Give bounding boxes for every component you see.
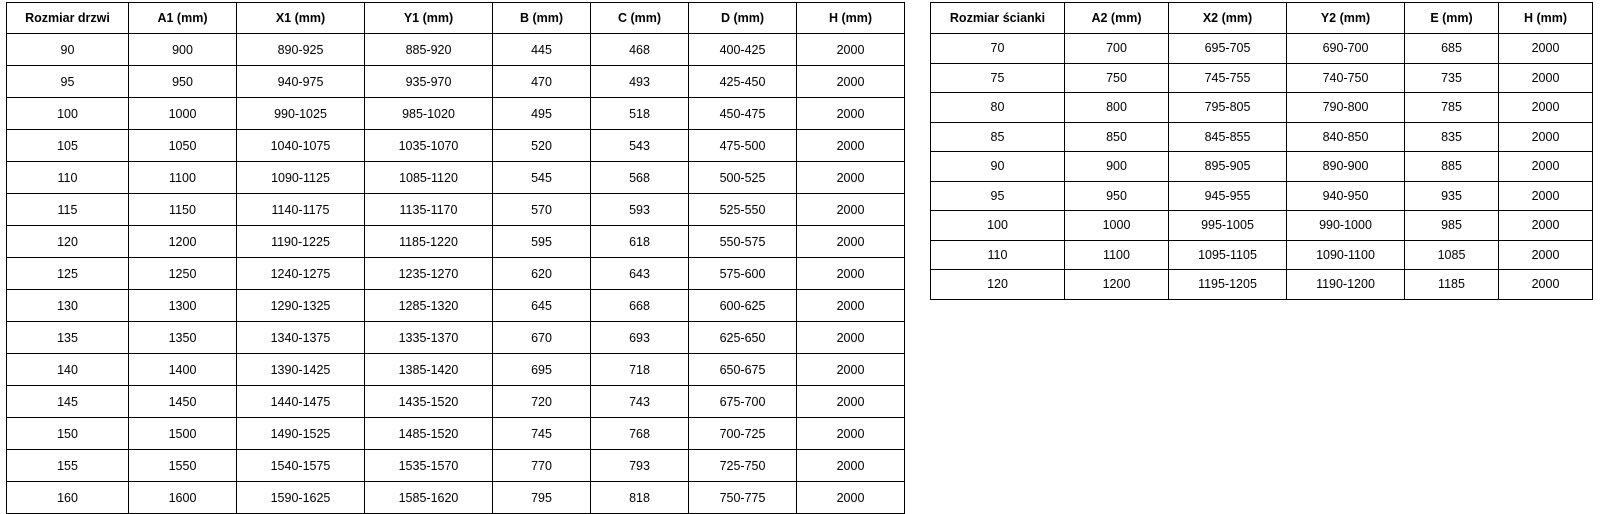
table-cell: 745-755	[1169, 63, 1287, 93]
table-cell: 135	[7, 322, 129, 354]
table-row	[7, 322, 905, 354]
table-cell: 2000	[797, 386, 905, 418]
table-cell: 1600	[129, 482, 237, 514]
table-cell: 890-925	[237, 34, 365, 66]
table-row	[931, 270, 1593, 300]
table-cell: 693	[591, 322, 689, 354]
table-cell: 695	[493, 354, 591, 386]
walls-dimensions-table-container	[930, 2, 1593, 300]
table-cell: 985	[1405, 211, 1499, 241]
table-cell: 945-955	[1169, 181, 1287, 211]
column-header: Y1 (mm)	[365, 3, 493, 34]
table-cell: 1090-1100	[1287, 240, 1405, 270]
column-header: A2 (mm)	[1065, 3, 1169, 34]
table-row	[7, 98, 905, 130]
table-cell: 2000	[797, 450, 905, 482]
table-cell: 90	[931, 152, 1065, 182]
table-cell: 495	[493, 98, 591, 130]
table-cell: 1490-1525	[237, 418, 365, 450]
table-cell: 2000	[1499, 181, 1593, 211]
table-cell: 793	[591, 450, 689, 482]
table-cell: 1000	[1065, 211, 1169, 241]
table-row	[931, 211, 1593, 241]
table-cell: 450-475	[689, 98, 797, 130]
table-row	[7, 354, 905, 386]
table-cell: 1100	[129, 162, 237, 194]
table-cell: 100	[7, 98, 129, 130]
walls-dimensions-table	[930, 2, 1593, 300]
table-row	[7, 162, 905, 194]
column-header: Rozmiar ścianki	[931, 3, 1065, 34]
table-cell: 845-855	[1169, 122, 1287, 152]
table-cell: 85	[931, 122, 1065, 152]
table-cell: 145	[7, 386, 129, 418]
table-cell: 2000	[797, 482, 905, 514]
table-cell: 1285-1320	[365, 290, 493, 322]
table-cell: 1290-1325	[237, 290, 365, 322]
table-cell: 1090-1125	[237, 162, 365, 194]
table-cell: 795	[493, 482, 591, 514]
table-cell: 645	[493, 290, 591, 322]
table-cell: 725-750	[689, 450, 797, 482]
table-cell: 625-650	[689, 322, 797, 354]
table-cell: 935-970	[365, 66, 493, 98]
table-cell: 2000	[797, 418, 905, 450]
table-cell: 685	[1405, 34, 1499, 64]
table-row	[7, 226, 905, 258]
table-row	[7, 418, 905, 450]
table-cell: 2000	[797, 290, 905, 322]
column-header: Rozmiar drzwi	[7, 3, 129, 34]
column-header: C (mm)	[591, 3, 689, 34]
table-cell: 1140-1175	[237, 194, 365, 226]
table-cell: 2000	[1499, 93, 1593, 123]
table-cell: 1050	[129, 130, 237, 162]
table-cell: 1350	[129, 322, 237, 354]
table-cell: 1585-1620	[365, 482, 493, 514]
table-cell: 940-950	[1287, 181, 1405, 211]
column-header: E (mm)	[1405, 3, 1499, 34]
table-cell: 800	[1065, 93, 1169, 123]
table-cell: 2000	[1499, 152, 1593, 182]
table-cell: 935	[1405, 181, 1499, 211]
table-cell: 70	[931, 34, 1065, 64]
table-row	[931, 152, 1593, 182]
table-cell: 1440-1475	[237, 386, 365, 418]
table-cell: 2000	[1499, 63, 1593, 93]
table-cell: 895-905	[1169, 152, 1287, 182]
table-cell: 545	[493, 162, 591, 194]
table-cell: 950	[1065, 181, 1169, 211]
table-row	[931, 181, 1593, 211]
table-cell: 1000	[129, 98, 237, 130]
table-row	[7, 66, 905, 98]
table-cell: 2000	[1499, 122, 1593, 152]
table-cell: 1195-1205	[1169, 270, 1287, 300]
table-row	[7, 290, 905, 322]
table-cell: 493	[591, 66, 689, 98]
table-cell: 1150	[129, 194, 237, 226]
column-header: B (mm)	[493, 3, 591, 34]
table-cell: 1535-1570	[365, 450, 493, 482]
table-cell: 743	[591, 386, 689, 418]
table-cell: 105	[7, 130, 129, 162]
table-cell: 890-900	[1287, 152, 1405, 182]
table-cell: 668	[591, 290, 689, 322]
table-cell: 1085-1120	[365, 162, 493, 194]
column-header: A1 (mm)	[129, 3, 237, 34]
table-row	[7, 130, 905, 162]
table-cell: 1135-1170	[365, 194, 493, 226]
table-cell: 2000	[797, 226, 905, 258]
table-cell: 675-700	[689, 386, 797, 418]
table-cell: 1200	[1065, 270, 1169, 300]
table-cell: 835	[1405, 122, 1499, 152]
table-cell: 1590-1625	[237, 482, 365, 514]
table-cell: 840-850	[1287, 122, 1405, 152]
table-cell: 2000	[797, 162, 905, 194]
table-cell: 670	[493, 322, 591, 354]
table-row	[931, 93, 1593, 123]
table-cell: 770	[493, 450, 591, 482]
table-cell: 990-1025	[237, 98, 365, 130]
table-cell: 110	[931, 240, 1065, 270]
table-row	[7, 482, 905, 514]
table-cell: 2000	[797, 194, 905, 226]
table-cell: 568	[591, 162, 689, 194]
table-cell: 718	[591, 354, 689, 386]
table-cell: 1540-1575	[237, 450, 365, 482]
table-header-row	[7, 3, 905, 34]
table-cell: 550-575	[689, 226, 797, 258]
table-cell: 595	[493, 226, 591, 258]
table-cell: 990-1000	[1287, 211, 1405, 241]
table-cell: 1240-1275	[237, 258, 365, 290]
table-cell: 995-1005	[1169, 211, 1287, 241]
table-cell: 1300	[129, 290, 237, 322]
table-cell: 500-525	[689, 162, 797, 194]
table-cell: 425-450	[689, 66, 797, 98]
table-cell: 690-700	[1287, 34, 1405, 64]
table-cell: 2000	[1499, 211, 1593, 241]
table-cell: 130	[7, 290, 129, 322]
table-cell: 1450	[129, 386, 237, 418]
table-cell: 1190-1200	[1287, 270, 1405, 300]
table-cell: 140	[7, 354, 129, 386]
table-cell: 2000	[1499, 270, 1593, 300]
table-row	[7, 194, 905, 226]
table-cell: 850	[1065, 122, 1169, 152]
table-cell: 2000	[797, 66, 905, 98]
table-cell: 1040-1075	[237, 130, 365, 162]
table-cell: 120	[931, 270, 1065, 300]
table-row	[931, 122, 1593, 152]
table-cell: 2000	[797, 34, 905, 66]
table-cell: 80	[931, 93, 1065, 123]
table-cell: 885-920	[365, 34, 493, 66]
table-cell: 1185	[1405, 270, 1499, 300]
table-cell: 110	[7, 162, 129, 194]
table-cell: 95	[7, 66, 129, 98]
table-row	[7, 386, 905, 418]
table-cell: 745	[493, 418, 591, 450]
table-cell: 445	[493, 34, 591, 66]
table-cell: 900	[129, 34, 237, 66]
table-cell: 790-800	[1287, 93, 1405, 123]
table-cell: 618	[591, 226, 689, 258]
table-cell: 2000	[797, 130, 905, 162]
table-cell: 100	[931, 211, 1065, 241]
table-cell: 2000	[797, 322, 905, 354]
table-cell: 643	[591, 258, 689, 290]
table-cell: 75	[931, 63, 1065, 93]
table-cell: 125	[7, 258, 129, 290]
table-cell: 768	[591, 418, 689, 450]
table-cell: 695-705	[1169, 34, 1287, 64]
table-cell: 155	[7, 450, 129, 482]
table-cell: 518	[591, 98, 689, 130]
table-cell: 1250	[129, 258, 237, 290]
table-cell: 570	[493, 194, 591, 226]
table-cell: 700-725	[689, 418, 797, 450]
table-cell: 95	[931, 181, 1065, 211]
table-row	[7, 450, 905, 482]
table-row	[931, 34, 1593, 64]
table-cell: 1185-1220	[365, 226, 493, 258]
table-cell: 1390-1425	[237, 354, 365, 386]
table-cell: 750-775	[689, 482, 797, 514]
table-cell: 2000	[1499, 240, 1593, 270]
table-cell: 1500	[129, 418, 237, 450]
table-cell: 475-500	[689, 130, 797, 162]
table-cell: 520	[493, 130, 591, 162]
table-cell: 950	[129, 66, 237, 98]
table-cell: 1085	[1405, 240, 1499, 270]
table-cell: 575-600	[689, 258, 797, 290]
table-cell: 400-425	[689, 34, 797, 66]
column-header: X2 (mm)	[1169, 3, 1287, 34]
table-cell: 593	[591, 194, 689, 226]
table-cell: 785	[1405, 93, 1499, 123]
table-row	[7, 34, 905, 66]
column-header: X1 (mm)	[237, 3, 365, 34]
doors-dimensions-table	[6, 2, 905, 514]
column-header: H (mm)	[797, 3, 905, 34]
table-row	[931, 63, 1593, 93]
table-row	[7, 258, 905, 290]
table-cell: 620	[493, 258, 591, 290]
table-cell: 1385-1420	[365, 354, 493, 386]
table-cell: 468	[591, 34, 689, 66]
table-cell: 2000	[797, 258, 905, 290]
table-cell: 985-1020	[365, 98, 493, 130]
table-cell: 750	[1065, 63, 1169, 93]
table-cell: 470	[493, 66, 591, 98]
table-cell: 1485-1520	[365, 418, 493, 450]
table-cell: 543	[591, 130, 689, 162]
table-cell: 900	[1065, 152, 1169, 182]
table-cell: 150	[7, 418, 129, 450]
column-header: H (mm)	[1499, 3, 1593, 34]
table-header-row	[931, 3, 1593, 34]
table-cell: 1190-1225	[237, 226, 365, 258]
table-cell: 115	[7, 194, 129, 226]
table-cell: 1200	[129, 226, 237, 258]
table-cell: 1400	[129, 354, 237, 386]
table-cell: 1435-1520	[365, 386, 493, 418]
table-cell: 2000	[797, 98, 905, 130]
table-cell: 120	[7, 226, 129, 258]
table-cell: 885	[1405, 152, 1499, 182]
table-cell: 650-675	[689, 354, 797, 386]
table-cell: 795-805	[1169, 93, 1287, 123]
table-row	[931, 240, 1593, 270]
table-cell: 700	[1065, 34, 1169, 64]
table-cell: 740-750	[1287, 63, 1405, 93]
table-cell: 1550	[129, 450, 237, 482]
table-cell: 735	[1405, 63, 1499, 93]
doors-dimensions-table-container	[6, 2, 905, 514]
column-header: Y2 (mm)	[1287, 3, 1405, 34]
table-cell: 940-975	[237, 66, 365, 98]
table-cell: 1035-1070	[365, 130, 493, 162]
table-cell: 2000	[797, 354, 905, 386]
table-cell: 90	[7, 34, 129, 66]
table-cell: 1235-1270	[365, 258, 493, 290]
table-cell: 2000	[1499, 34, 1593, 64]
table-cell: 818	[591, 482, 689, 514]
table-cell: 1100	[1065, 240, 1169, 270]
table-cell: 1095-1105	[1169, 240, 1287, 270]
table-cell: 525-550	[689, 194, 797, 226]
table-cell: 1335-1370	[365, 322, 493, 354]
column-header: D (mm)	[689, 3, 797, 34]
table-cell: 160	[7, 482, 129, 514]
table-cell: 600-625	[689, 290, 797, 322]
table-cell: 720	[493, 386, 591, 418]
table-cell: 1340-1375	[237, 322, 365, 354]
